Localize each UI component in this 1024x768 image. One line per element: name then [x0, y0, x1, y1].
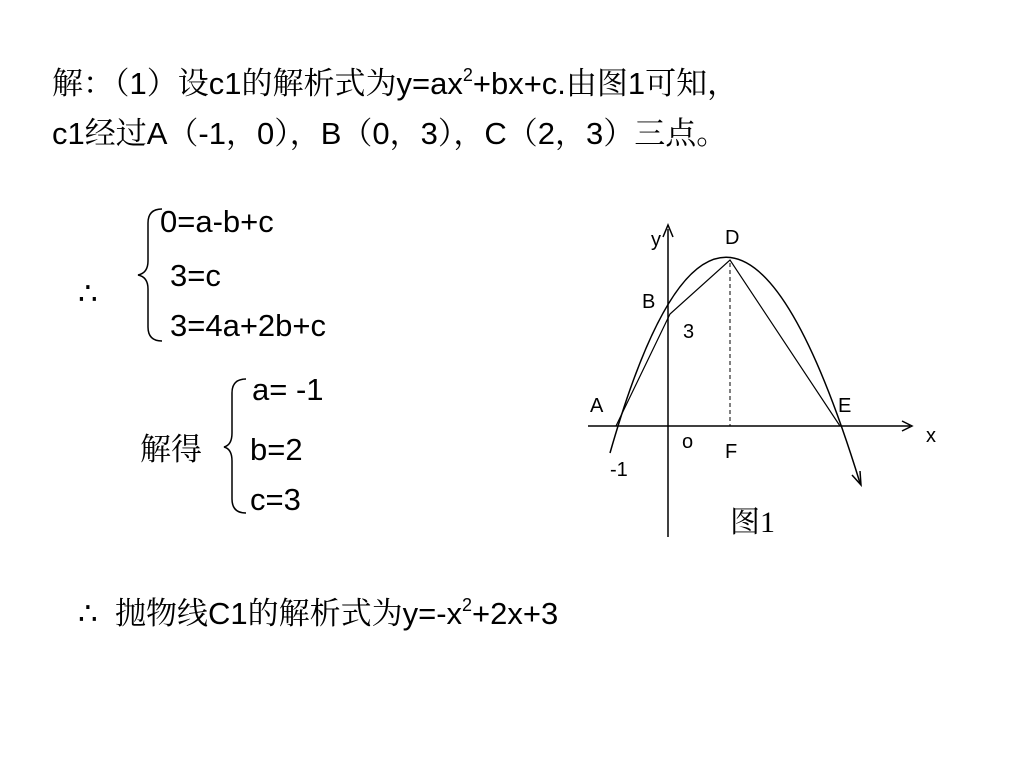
conclusion-exponent: 2	[462, 595, 473, 615]
point-d-label: D	[725, 227, 740, 249]
y-axis-label: y	[651, 229, 661, 251]
solution-c: c=3	[250, 482, 301, 517]
parabola-graph	[580, 215, 960, 545]
equation-3: 3=4a+2b+c	[170, 308, 327, 343]
intro-line-1-text-end: +bx+c.由图1可知，	[472, 66, 739, 101]
value-neg1-label: -1	[610, 459, 628, 481]
point-f-label: F	[725, 441, 738, 463]
value-3-label: 3	[683, 321, 695, 343]
x-axis-label: x	[926, 425, 936, 447]
point-a-label: A	[590, 395, 604, 417]
figure-caption: 图1	[730, 506, 775, 539]
therefore-symbol-2: ∴	[78, 596, 98, 631]
intro-exponent: 2	[462, 65, 473, 85]
left-brace-solution	[222, 375, 252, 517]
intro-line-2: c1经过A（-1，0），B（0，3），C（2，3）三点。	[52, 116, 728, 151]
parabola-figure	[580, 215, 960, 545]
point-b-label: B	[642, 291, 656, 313]
conclusion-text: 抛物线C1的解析式为y=-x	[114, 596, 463, 631]
solution-b: b=2	[250, 432, 303, 467]
solution-a: a= -1	[252, 372, 324, 407]
therefore-symbol-1: ∴	[78, 276, 98, 311]
conclusion-line	[78, 594, 558, 634]
conclusion-text-end: +2x+3	[472, 596, 559, 631]
solution-label: 解得	[140, 432, 202, 467]
origin-label: o	[682, 431, 694, 453]
equation-2: 3=c	[170, 258, 221, 293]
intro-line-1-text: 解：（1）设c1的解析式为y=ax	[52, 66, 463, 101]
equation-1: 0=a-b+c	[160, 204, 274, 239]
intro-line-1	[52, 64, 738, 104]
point-e-label: E	[838, 395, 852, 417]
